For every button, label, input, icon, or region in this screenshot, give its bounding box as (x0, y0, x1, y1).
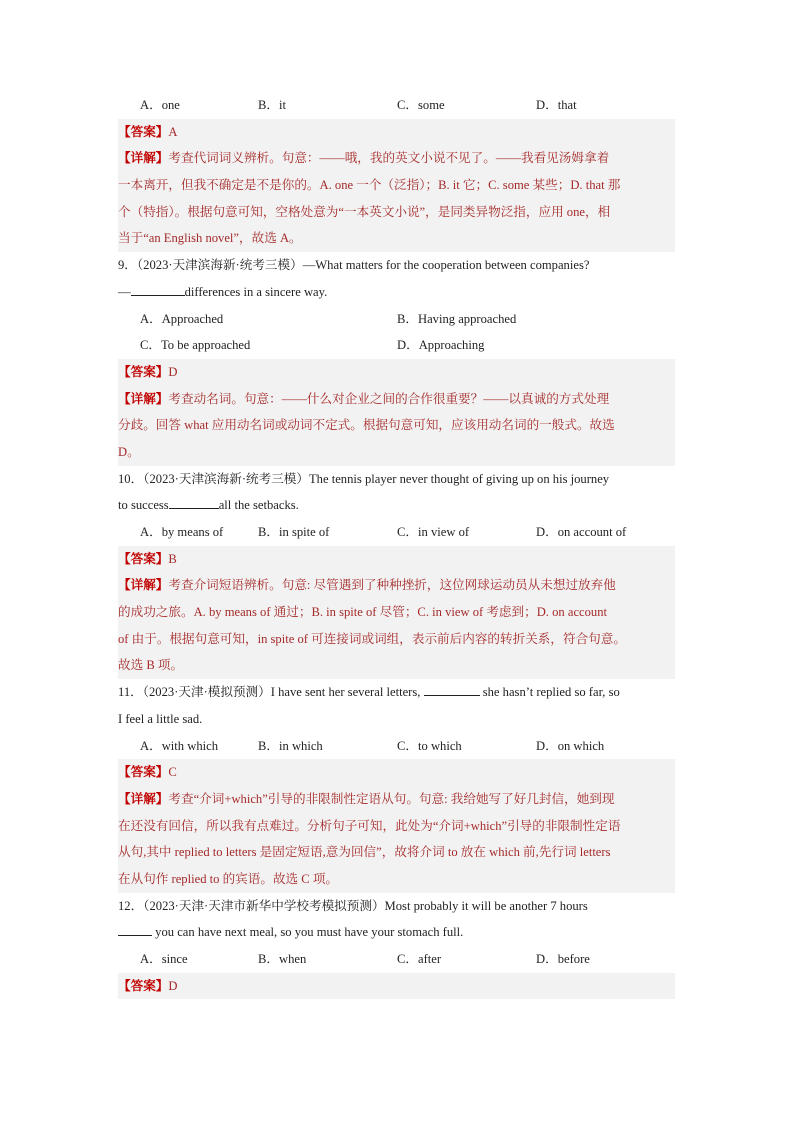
q9-options-row2 (118, 332, 675, 359)
detail-line: 分歧。回答 what 应用动名词或动词不定式。根据句意可知，应该用动名词的一般式。故选 (118, 418, 615, 433)
q11-options (118, 733, 675, 760)
answer-blank (169, 496, 219, 509)
detail-line: of 由于。根据句意可知，in spite of 可连接词或词组，表示前后内容的转折关系，符合句意。 (118, 631, 626, 646)
answer-tag: 【答案】 (118, 765, 169, 780)
q10-options (118, 519, 675, 546)
q10-option-d: D．on account of (536, 525, 627, 539)
detail-line: 个（特指）。根据句意可知，空格处意为“一本英文小说”，是同类异物泛指，应用 one，相 (118, 204, 611, 219)
q12-option-c: C．after (397, 952, 442, 966)
q11-option-d: D．on which (536, 738, 605, 753)
detail-text: 考查“介词+which”引导的非限制性定语从句。句意: 我给她写了好几封信，她到现 (168, 791, 615, 806)
detail-tag: 【详解】 (118, 151, 169, 166)
detail-line: 的成功之旅。A. by means of 通过；B. in spite of 尽管；C. in view of 考虑到；D. on account (118, 605, 608, 620)
answer-value: D (168, 364, 178, 379)
q9-option-b: B．Having approached (397, 311, 517, 326)
answer-value: A (168, 124, 178, 139)
answer-blank (118, 923, 152, 936)
detail-text: 考查代词词义辨析。句意：——哦，我的英文小说不见了。——我看见汤姆拿着 (168, 151, 610, 166)
answer-tag: 【答案】 (118, 551, 169, 566)
q11-answer (118, 759, 675, 786)
q11-option-c: C．to which (397, 738, 462, 753)
detail-tag: 【详解】 (118, 391, 169, 406)
q9-options-row1 (118, 306, 675, 333)
q10-answer (118, 546, 675, 573)
q8-option-a: A．one (140, 98, 180, 112)
detail-line (118, 572, 675, 599)
q12-stem-line (118, 919, 675, 946)
detail-line: 在从句作 replied to 的宾语。故选 C 项。 (118, 871, 339, 886)
answer-blank (424, 683, 480, 696)
stem-text: all the setbacks. (218, 498, 299, 513)
q9-option-c: C．To be approached (140, 338, 251, 353)
q8-options (118, 92, 675, 119)
q10-option-b: B．in spite of (258, 525, 330, 539)
q12-option-d: D．before (536, 952, 590, 966)
q9-answer (118, 359, 675, 386)
q8-detail (118, 145, 675, 252)
detail-line: 从句,其中 replied to letters 是固定短语,意为回信”，故将介词 to 放在 which 前,先行词 letters (118, 845, 611, 860)
q9-stem-line: 9．（2023·天津滨海新·统考三模）—What matters for the cooperation between companies? (118, 258, 590, 273)
answer-value: B (168, 551, 177, 566)
detail-line (118, 386, 675, 413)
q10-detail (118, 572, 675, 679)
answer-tag: 【答案】 (118, 124, 169, 139)
q8-answer (118, 119, 675, 146)
q10-stem-line: 10．（2023·天津滨海新·统考三模）The tennis player never thought of giving up on his journey (118, 471, 610, 486)
stem-text: differences in a sincere way. (184, 284, 328, 299)
q11-option-b: B．in which (258, 738, 323, 753)
q8-option-d: D．that (536, 98, 577, 112)
stem-text: — (118, 284, 131, 299)
q9-detail (118, 386, 675, 466)
q11-stem-line (118, 679, 675, 706)
q11-option-a: A．with which (140, 738, 219, 753)
q10-option-a: A．by means of (140, 525, 224, 539)
q10-stem-line (118, 492, 675, 519)
detail-text: 考查介词短语辨析。句意: 尽管遇到了种种挫折，这位网球运动员从未想过放弃他 (168, 578, 616, 593)
stem-text: 11．（2023·天津·模拟预测）I have sent her several letters, (118, 685, 421, 700)
detail-tag: 【详解】 (118, 578, 169, 593)
q9-option-d: D．Approaching (397, 338, 485, 353)
detail-line: 当于“an English novel”，故选 A。 (118, 231, 302, 246)
q8-option-b: B．it (258, 98, 286, 112)
answer-value: C (168, 765, 177, 780)
detail-tag: 【详解】 (118, 791, 169, 806)
answer-tag: 【答案】 (118, 364, 169, 379)
answer-tag: 【答案】 (118, 978, 169, 993)
answer-value: D (168, 978, 178, 993)
detail-line: 一本离开，但我不确定是不是你的。A. one 一个（泛指）；B. it 它；C. some 某些；D. that 那 (118, 178, 621, 193)
q12-option-b: B．when (258, 952, 307, 966)
detail-line: 故选 B 项。 (118, 658, 184, 673)
detail-text: 考查动名词。句意：——什么对企业之间的合作很重要？——以真诚的方式处理 (168, 391, 610, 406)
q9-stem-line (118, 279, 675, 306)
stem-text: to success (118, 498, 169, 513)
detail-line (118, 145, 675, 172)
q12-options (118, 946, 675, 973)
q8-option-c: C．some (397, 98, 445, 112)
detail-line: D。 (118, 444, 140, 459)
q12-option-a: A．since (140, 952, 188, 966)
stem-text: she hasn’t replied so far, so (482, 685, 620, 700)
q11-detail (118, 786, 675, 893)
detail-line (118, 786, 675, 813)
answer-blank (131, 283, 185, 296)
q12-stem-line: 12．（2023·天津·天津市新华中学校考模拟预测）Most probably it will be another 7 hours (118, 898, 588, 913)
worksheet-page (118, 92, 675, 999)
q10-option-c: C．in view of (397, 525, 470, 539)
q12-answer (118, 973, 675, 1000)
detail-line: 在还没有回信，所以我有点难过。分析句子可知，此处为“介词+which”引导的非限制性定语 (118, 818, 621, 833)
stem-text: you can have next meal, so you must have your stomach full. (155, 925, 464, 940)
q11-stem-line: I feel a little sad. (118, 711, 203, 726)
q9-option-a: A．Approached (140, 311, 224, 326)
